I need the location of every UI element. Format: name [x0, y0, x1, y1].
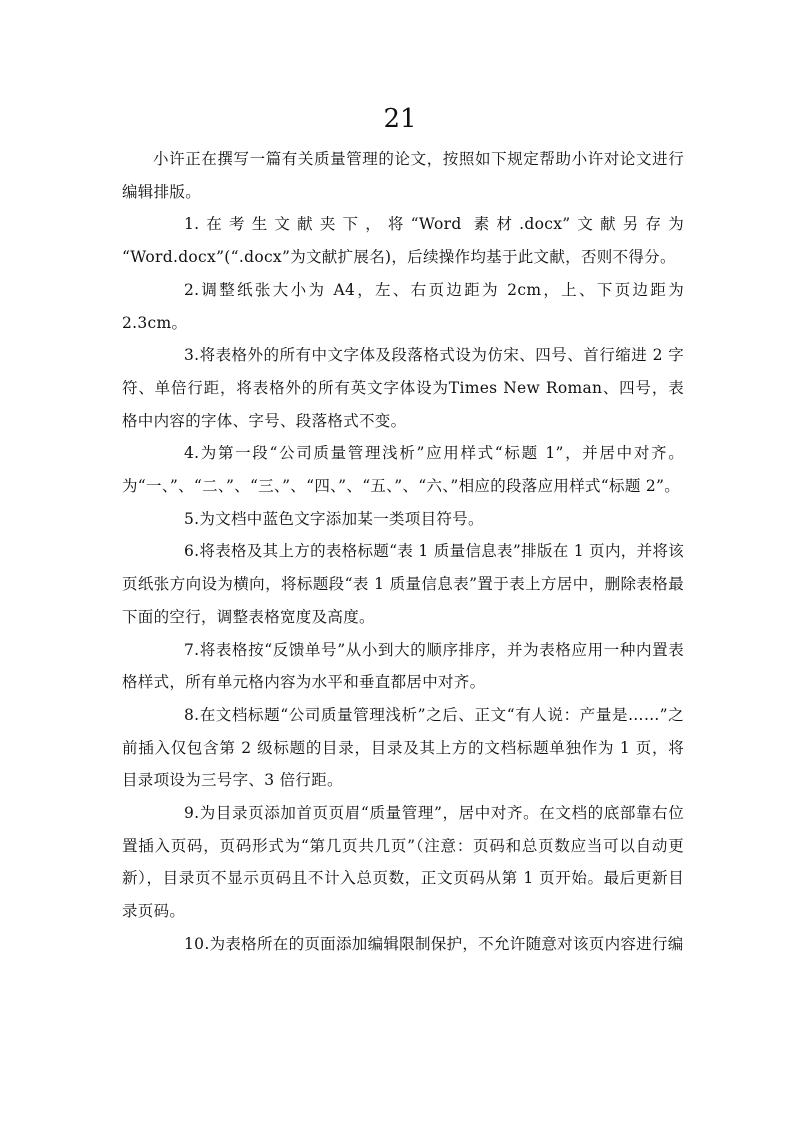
list-item [122, 208, 684, 273]
page-number-heading: 21 [383, 104, 417, 134]
list-item-text: 将表格及其上方的表格标题“表 1 质量信息表”排版在 1 页内，并将该页纸张方向设为横向，将标题段“表 1 质量信息表”置于表上方居中，删除表格最下面的空行，调整表格宽度及高度。 [122, 542, 684, 626]
list-item-text: 调整纸张大小为 A4，左、右页边距为 2cm，上、下页边距为 2.3cm。 [122, 280, 684, 332]
list-item [122, 797, 684, 928]
list-item-text: 将表格按“反馈单号”从小到大的顺序排序，并为表格应用一种内置表格样式，所有单元格内容为水平和垂直都居中对齐。 [122, 640, 684, 692]
list-item [122, 535, 684, 633]
list-item-text: 在考生文献夹下，将“Word 素材.docx”文献另存为 “Word.docx”(“.docx”为文献扩展名)，后续操作均基于此文献，否则不得分。 [122, 215, 684, 267]
list-item-number: 2. [184, 280, 200, 299]
list-item-number: 1. [184, 215, 200, 234]
list-item-number: 9. [184, 804, 200, 823]
list-item [122, 699, 684, 797]
list-item-number: 3. [184, 346, 200, 365]
list-item-number: 6. [184, 542, 200, 561]
list-item-text: 将表格外的所有中文字体及段落格式设为仿宋、四号、首行缩进 2 字符、单倍行距，将表格外的所有英文字体设为Times New Roman、四号，表格中内容的字体、字号、段落格式不变。 [122, 346, 684, 430]
intro-paragraph: 小许正在撰写一篇有关质量管理的论文，按照如下规定帮助小许对论文进行编辑排版。 [122, 150, 684, 201]
list-item-number: 8. [184, 705, 200, 724]
document-body [122, 143, 684, 961]
list-item-text: 在文档标题“公司质量管理浅析”之后、正文“有人说：产量是……”之前插入仅包含第 2 级标题的目录，目录及其上方的文档标题单独作为 1 页，将目录项设为三号字、3 倍行距。 [122, 705, 684, 790]
list-item-number: 5. [184, 509, 200, 528]
list-item-text: 为第一段“公司质量管理浅析”应用样式“标题 1”，并居中对齐。为“一、”、“二、”、“三、”、“四、”、“五、”、“六、”相应的段落应用样式“标题 2”。 [122, 444, 684, 496]
list-item [122, 437, 684, 502]
list-item-text: 为表格所在的页面添加编辑限制保护，不允许随意对该页内容进行编 [209, 934, 684, 953]
list-item [122, 503, 684, 536]
list-item [122, 339, 684, 437]
list-item-number: 7. [184, 640, 200, 659]
list-item-number: 4. [184, 444, 200, 463]
list-item-number: 10. [184, 934, 210, 953]
list-item [122, 928, 684, 961]
list-item-text: 为文档中蓝色文字添加某一类项目符号。 [199, 509, 484, 528]
list-item-text: 为目录页添加首页页眉“质量管理”，居中对齐。在文档的底部靠右位置插入页码，页码形式为“第几页共几页”（注意：页码和总页数应当可以自动更新），目录页不显示页码且不计入总页数，正文页码从第 1 页开始。最后更新目录页码。 [122, 804, 684, 921]
list-item [122, 274, 684, 339]
list-item [122, 634, 684, 699]
